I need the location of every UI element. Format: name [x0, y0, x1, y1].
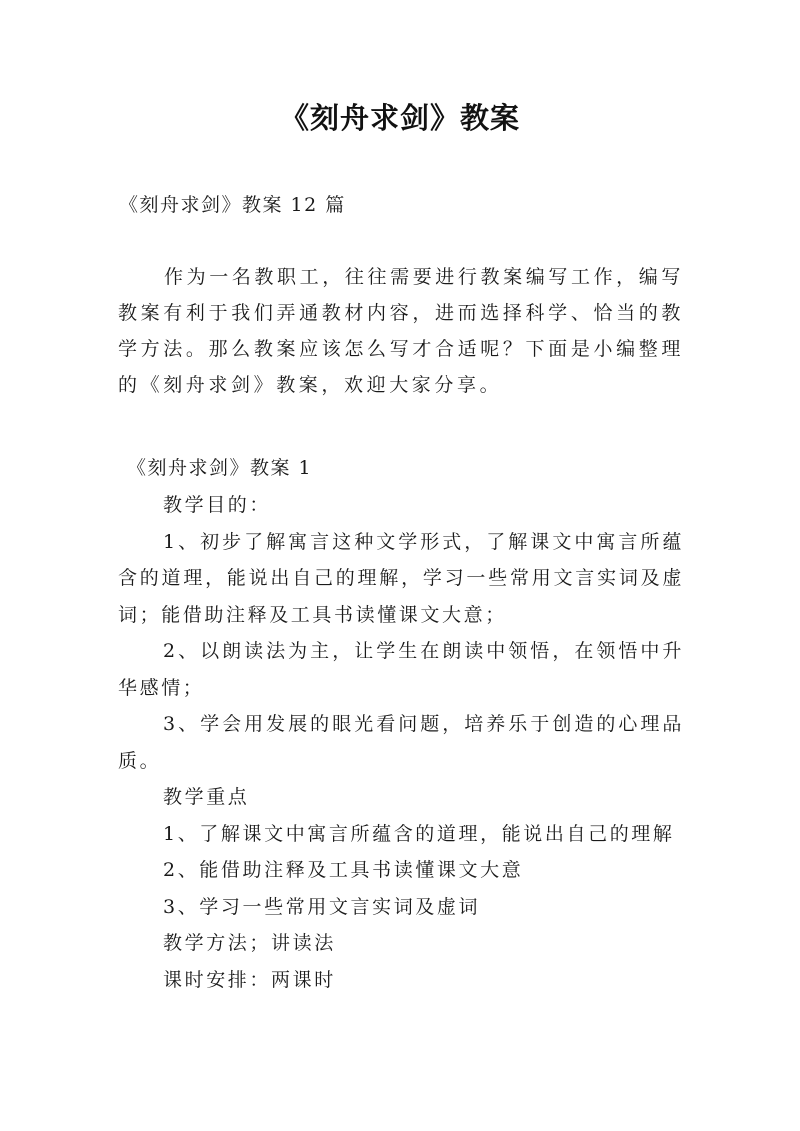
paragraph-key-points-heading: 教学重点: [163, 786, 250, 808]
paragraph-teaching-goals-heading: 教学目的：: [163, 494, 272, 516]
paragraph-key-point-2: 2、能借助注释及工具书读懂课文大意: [163, 859, 524, 881]
paragraph-key-point-3: 3、学习一些常用文言实词及虚词: [163, 895, 481, 918]
paragraph-goal-3: 3、学会用发展的眼光看问题，培养乐于创造的心理品质。: [118, 713, 684, 772]
lesson-body: [118, 487, 684, 998]
paragraph-key-point-1: 1、了解课文中寓言所蕴含的道理，能说出自己的理解: [163, 822, 675, 845]
document-subtitle: 《刻舟求剑》教案 12 篇: [119, 194, 346, 216]
intro-paragraph: 作为一名教职工，往往需要进行教案编写工作，编写教案有利于我们弄通教材内容，进而选择科学、恰当的教学方法。那么教案应该怎么写才合适呢？下面是小编整理的《刻舟求剑》教案，欢迎大家分享。: [118, 266, 684, 396]
paragraph-goal-1: 1、初步了解寓言这种文学形式，了解课文中寓言所蕴含的道理，能说出自己的理解，学习一些常用文言实词及虚词；能借助注释及工具书读懂课文大意；: [118, 530, 684, 626]
paragraph-goal-2: 2、以朗读法为主，让学生在朗读中领悟，在领悟中升华感情；: [118, 640, 684, 699]
section-title: 《刻舟求剑》教案 1: [127, 457, 313, 479]
paragraph-teaching-method: 教学方法；讲读法: [163, 932, 336, 954]
document-title: 《刻舟求剑》教案: [279, 101, 520, 135]
paragraph-schedule: 课时安排：两课时: [163, 968, 336, 991]
